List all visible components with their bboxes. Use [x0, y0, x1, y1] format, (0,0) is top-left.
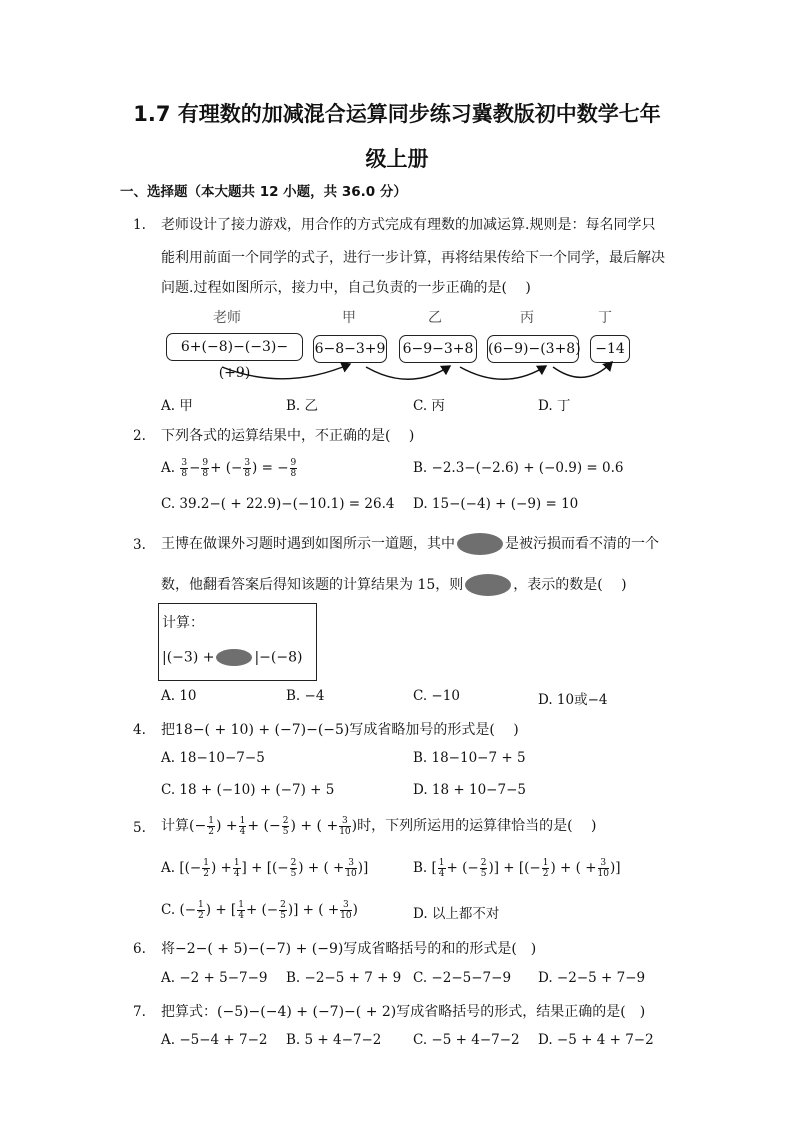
q5-option-d[interactable]: D. 以上都不对: [413, 906, 500, 922]
q1-line1: 老师设计了接力游戏，用合作的方式完成有理数的加减运算.规则是：每名同学只: [161, 217, 656, 233]
q5-option-a[interactable]: A. [(− $\frac{1}{2}$ ) + $\frac{1}{4}$ ] + [(− $\frac{2}{5}$ ) + ( + $\frac{3}{10}$ )]: [161, 858, 369, 879]
fraction: $\frac{1}{2}$: [208, 815, 214, 837]
relay-arrows: [0, 0, 794, 400]
q1-option-a[interactable]: A. 甲: [161, 398, 193, 414]
q6-option-c[interactable]: C. −2−5−7−9: [413, 970, 512, 986]
smudge-icon: [216, 649, 252, 666]
q2-text: 下列各式的运算结果中，不正确的是( ): [161, 428, 415, 444]
q5-option-b[interactable]: B. [ $\frac{1}{4}$ + (− $\frac{2}{5}$ )] + [(− $\frac{1}{2}$ ) + ( + $\frac{3}{10}$ )]: [413, 858, 621, 879]
q2-option-c[interactable]: C. 39.2−( + 22.9)−(−10.1) = 26.4: [161, 496, 395, 512]
q3-line2: 数，他翻看答案后得知该题的计算结果为 15，则 ，表示的数是( ): [161, 574, 627, 596]
smudge-icon: [465, 574, 511, 596]
relay-box-bing: (6−9)−(3+8): [487, 335, 579, 363]
section-heading: 一、选择题（本大题共 12 小题，共 36.0 分）: [120, 184, 407, 200]
q4-text: 把18−( + 10) + (−7)−(−5)写成省略加号的形式是( ): [161, 722, 519, 738]
doc-title-line1: 1.7 有理数的加减混合运算同步练习冀教版初中数学七年: [133, 102, 661, 126]
fraction: $\frac{2}{5}$: [282, 815, 289, 837]
q5-stem: 计算(− $\frac{1}{2}$ ) + $\frac{1}{4}$ + (− $\frac{2}{5}$ ) + ( + $\frac{3}{10}$ )时，下列所运用的运算律恰当的是( ): [161, 815, 597, 837]
fraction: $\frac{3}{8}$: [181, 458, 188, 479]
doc-title-line2: 级上册: [365, 147, 429, 171]
q1-option-c[interactable]: C. 丙: [413, 398, 445, 414]
q4-number: 4.: [133, 722, 146, 738]
q3-calc-box: [158, 603, 317, 681]
q3-option-a[interactable]: A. 10: [161, 688, 197, 704]
q7-option-b[interactable]: B. 5 + 4−7−2: [286, 1032, 382, 1048]
q7-option-d[interactable]: D. −5 + 4 + 7−2: [538, 1032, 654, 1048]
fraction: $\frac{9}{8}$: [202, 458, 209, 479]
relay-label-bing: 丙: [520, 310, 534, 326]
q2-option-d[interactable]: D. 15−(−4) + (−9) = 10: [413, 496, 579, 512]
fraction: $\frac{3}{8}$: [244, 458, 251, 479]
q6-option-a[interactable]: A. −2 + 5−7−9: [161, 970, 268, 986]
fraction: $\frac{9}{8}$: [290, 458, 297, 479]
relay-box-teacher: 6+(−8)−(−3)−(+9): [166, 333, 303, 361]
q1-line3: 问题.过程如图所示，接力中，自己负责的一步正确的是( ): [161, 280, 531, 296]
q1-option-d[interactable]: D. 丁: [538, 398, 571, 414]
q4-option-b[interactable]: B. 18−10−7 + 5: [413, 750, 526, 766]
q1-line2: 能利用前面一个同学的式子，进行一步计算，再将结果传给下一个同学，最后解决: [161, 250, 665, 266]
calc-box-title: 计算：: [162, 615, 204, 631]
relay-label-teacher: 老师: [213, 310, 241, 326]
q2-option-b[interactable]: B. −2.3−(−2.6) + (−0.9) = 0.6: [413, 460, 624, 476]
q2-number: 2.: [133, 428, 146, 444]
q6-option-d[interactable]: D. −2−5 + 7−9: [538, 970, 646, 986]
q2-option-a[interactable]: A. $\frac{3}{8}$ − $\frac{9}{8}$ + (− $\frac{3}{8}$ ) = − $\frac{9}{8}$: [161, 458, 297, 479]
q4-option-a[interactable]: A. 18−10−7−5: [161, 750, 265, 766]
q3-option-d[interactable]: D. 10或−4: [538, 692, 608, 708]
q1-number: 1.: [133, 217, 146, 233]
q5-number: 5.: [133, 820, 146, 836]
q7-text: 把算式：(−5)−(−4) + (−7)−( + 2)写成省略括号的形式，结果正确的是( ): [161, 1004, 646, 1020]
q4-option-d[interactable]: D. 18 + 10−7−5: [413, 782, 526, 798]
relay-box-jia: 6−8−3+9: [313, 335, 387, 363]
q5-option-c[interactable]: C. (− $\frac{1}{2}$ ) + [ $\frac{1}{4}$ + (− $\frac{2}{5}$ )] + ( + $\frac{3}{10}$ ): [161, 900, 358, 921]
calc-box-expression: |(−3) + |−(−8): [162, 649, 303, 666]
q3-option-c[interactable]: C. −10: [413, 688, 460, 704]
fraction: $\frac{3}{10}$: [339, 815, 351, 837]
relay-box-yi: 6−9−3+8: [399, 335, 477, 363]
smudge-icon: [457, 533, 503, 555]
q7-number: 7.: [133, 1004, 146, 1020]
q1-option-b[interactable]: B. 乙: [286, 398, 319, 414]
q7-option-a[interactable]: A. −5−4 + 7−2: [161, 1032, 268, 1048]
relay-box-ding: −14: [590, 335, 630, 363]
q6-number: 6.: [133, 941, 146, 957]
q6-option-b[interactable]: B. −2−5 + 7 + 9: [286, 970, 402, 986]
q7-option-c[interactable]: C. −5 + 4−7−2: [413, 1032, 520, 1048]
q4-option-c[interactable]: C. 18 + (−10) + (−7) + 5: [161, 782, 335, 798]
relay-label-ding: 丁: [598, 310, 612, 326]
q6-text: 将−2−( + 5)−(−7) + (−9)写成省略括号的和的形式是( ): [161, 941, 537, 957]
relay-label-yi: 乙: [428, 310, 442, 326]
q3-option-b[interactable]: B. −4: [286, 688, 325, 704]
q3-line1: 王博在做课外习题时遇到如图所示一道题，其中 是被污损而看不清的一个: [161, 533, 659, 555]
relay-label-jia: 甲: [342, 310, 356, 326]
q3-number: 3.: [133, 537, 146, 553]
fraction: $\frac{1}{4}$: [239, 815, 246, 837]
